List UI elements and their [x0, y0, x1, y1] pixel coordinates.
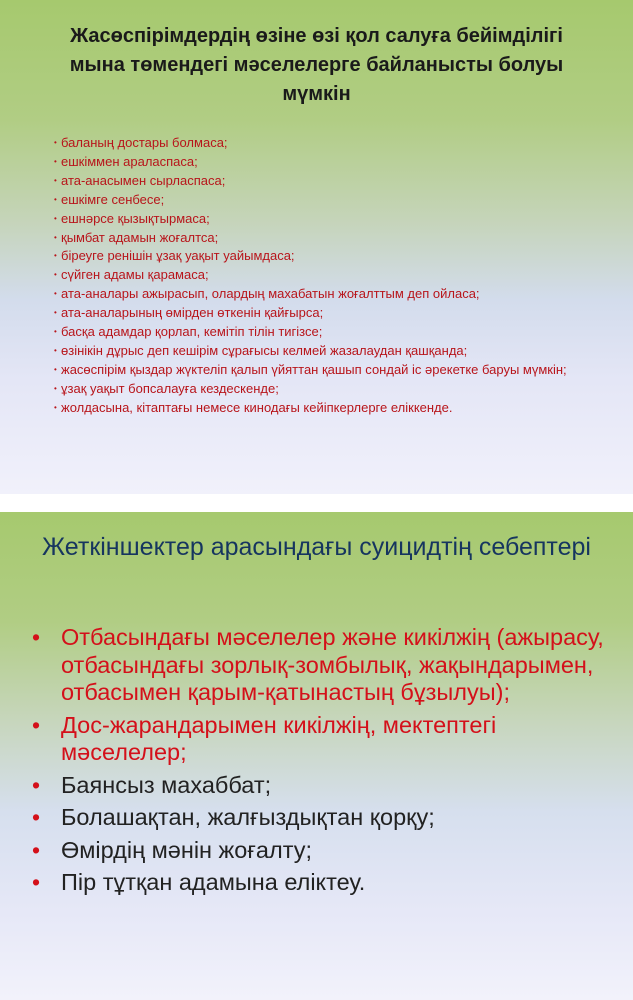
- bullet-icon: •: [54, 175, 57, 185]
- list-item: [54, 399, 614, 418]
- list-item-text: Пір тұтқан адамына еліктеу.: [61, 869, 366, 895]
- slide-bottom: [0, 512, 633, 1000]
- list-item: [54, 210, 614, 229]
- list-item-text: өзінікін дұрыс деп кешірім сұрағысы келмей жазалаудан қашқанда;: [61, 342, 468, 358]
- bullet-icon: •: [54, 308, 57, 318]
- bullet-icon: •: [32, 771, 41, 798]
- bullet-icon: •: [32, 711, 41, 738]
- list-item: [54, 285, 614, 304]
- list-item: [32, 772, 612, 800]
- bullet-icon: •: [54, 327, 57, 337]
- list-item: [54, 247, 614, 266]
- list-item-text: ата-аналары ажырасып, олардың махабатын жоғалттым деп ойласа;: [61, 286, 480, 302]
- list-item-text: Баянсыз махаббат;: [61, 771, 272, 798]
- bullet-icon: •: [54, 402, 57, 412]
- list-item-text: басқа адамдар қорлап, кемітіп тілін тигізсе;: [61, 324, 323, 340]
- causes-list: [32, 624, 612, 902]
- list-item: [54, 229, 614, 248]
- bullet-icon: •: [54, 232, 57, 242]
- list-item-text: біреуге ренішін ұзақ уақыт уайымдаса;: [61, 248, 295, 264]
- bullet-icon: •: [54, 270, 57, 280]
- list-item: [54, 266, 614, 285]
- list-item-text: сүйген адамы қарамаса;: [61, 267, 209, 283]
- list-item-text: баланың достары болмаса;: [61, 135, 228, 150]
- bullet-icon: •: [32, 869, 41, 895]
- bullet-icon: •: [32, 624, 41, 650]
- list-item: [54, 153, 614, 172]
- list-item-text: Өмірдің мәнін жоғалту;: [61, 836, 313, 863]
- list-item-text: ұзақ уақыт бопсалауға кездескенде;: [61, 380, 279, 396]
- list-item-text: жолдасына, кітаптағы немесе кинодағы кейіпкерлерге еліккенде.: [61, 399, 453, 415]
- bullet-icon: •: [54, 156, 57, 166]
- list-item-text: ата-аналарының өмірден өткенін қайғырса;: [61, 305, 324, 321]
- bullet-icon: •: [54, 345, 57, 355]
- bullet-icon: •: [32, 836, 41, 863]
- list-item-text: Отбасындағы мәселелер және кикілжің (ажырасу, отбасындағы зорлық-зомбылық, жақындарымен, отбасымен қарым-қатынастың бұзылуы);: [61, 624, 604, 705]
- slide-title: Жеткіншектер арасындағы суицидтің себептері: [42, 533, 591, 561]
- list-item-text: ешнәрсе қызықтырмаса;: [61, 210, 210, 226]
- list-item: [54, 342, 614, 361]
- list-item: [54, 172, 614, 191]
- list-item: [32, 712, 612, 767]
- bullet-icon: •: [54, 194, 57, 204]
- slide-divider: [0, 494, 633, 512]
- slide-title: Жасөспірімдердің өзіне өзі қол салуға бейімділігі мына төмендегі мәселелерге байланысты болуы мүмкін: [69, 25, 564, 105]
- bullet-icon: •: [54, 383, 57, 393]
- bullet-icon: •: [54, 364, 57, 374]
- bullet-icon: •: [54, 289, 57, 299]
- bullet-icon: •: [54, 251, 57, 261]
- list-item: [32, 837, 612, 865]
- list-item-text: Болашақтан, жалғыздықтан қорқу;: [61, 804, 435, 830]
- list-item-text: ешкімге сенбесе;: [61, 191, 165, 207]
- list-item-text: жасөспірім қыздар жүктеліп қалып үйяттан қашып сондай іс әрекетке баруы мүмкін;: [61, 361, 567, 377]
- list-item: [54, 191, 614, 210]
- list-item: [54, 323, 614, 342]
- list-item: [32, 624, 612, 707]
- bullet-icon: •: [54, 138, 57, 147]
- list-item: [54, 134, 614, 153]
- list-item-text: ата-анасымен сырласпаса;: [61, 172, 226, 188]
- list-item-text: ешкіммен араласпаса;: [61, 153, 198, 169]
- bullet-icon: •: [32, 804, 41, 830]
- slide-top: [0, 0, 633, 494]
- list-item-text: қымбат адамын жоғалтса;: [61, 229, 219, 245]
- list-item-text: Дос-жарандарымен кикілжің, мектептегі мәселелер;: [61, 711, 497, 765]
- risk-factor-list: [54, 134, 614, 418]
- bullet-icon: •: [54, 213, 57, 223]
- list-item: [54, 361, 614, 380]
- list-item: [54, 380, 614, 399]
- list-item: [54, 304, 614, 323]
- list-item: [32, 869, 612, 897]
- list-item: [32, 804, 612, 832]
